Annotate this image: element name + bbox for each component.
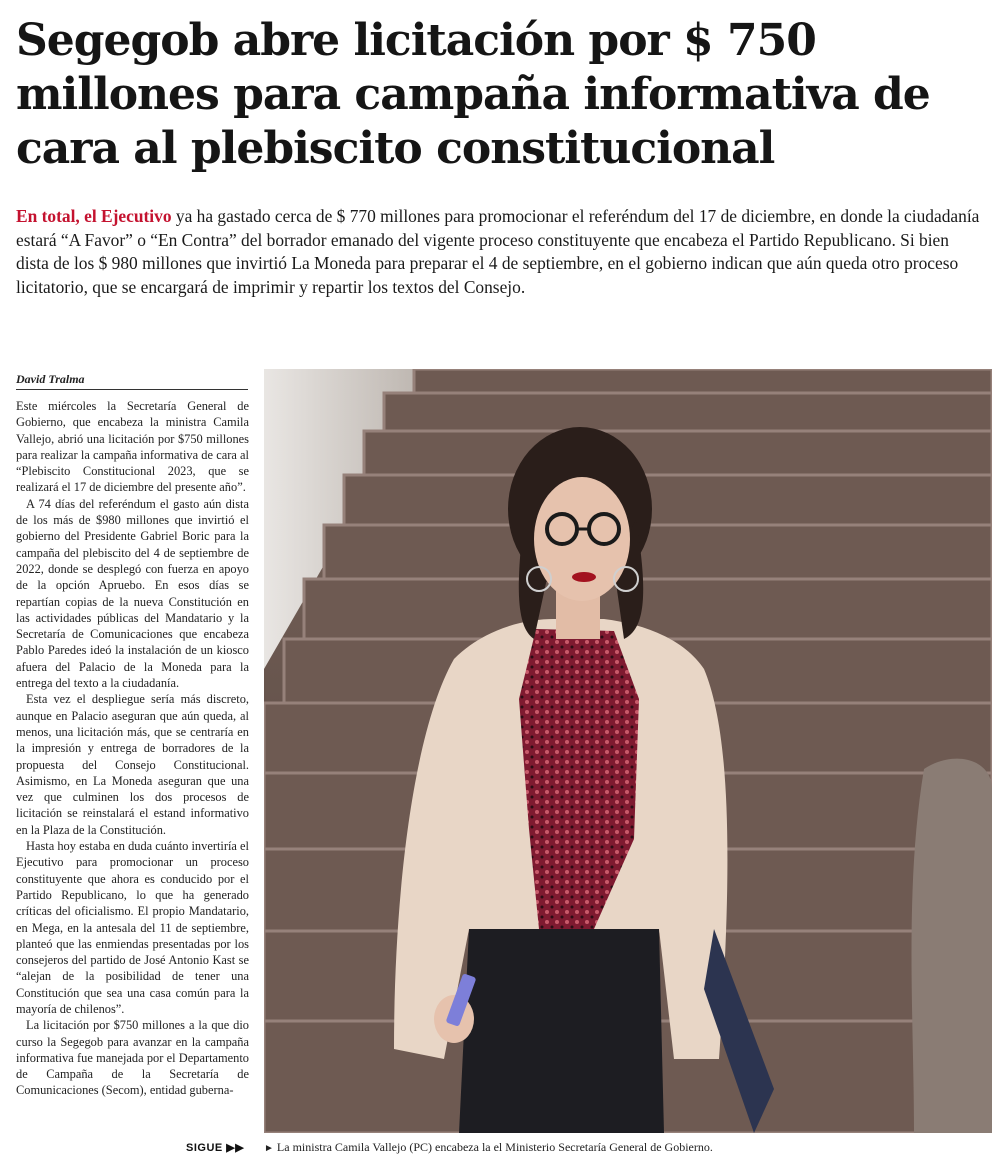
- body-paragraph: Este miércoles la Secretaría General de Gobierno, que encabeza la ministra Camila Vallejo, abrió una licitación por $750 millones para realizar la campaña informativa de cara al “Plebiscito Constitucional 2023, que se realizará el 17 de diciembre del presente año”.: [16, 399, 249, 495]
- caption-text: La ministra Camila Vallejo (PC) encabeza la el Ministerio Secretaría General de Gobierno.: [276, 1140, 713, 1154]
- body-paragraph: Esta vez el despliegue sería más discreto, aunque en Palacio aseguran que aún queda, al menos, una licitación más, que se centraría en la impresión y entrega de borradores de la propuesta del Consejo Constitucional. Asimismo, en La Moneda aseguran que una vez que culminen los dos procesos de licitación se reinstalará el estand informativo en la Plaza de la Constitución.: [16, 692, 249, 837]
- byline: David Tralma: [16, 371, 248, 390]
- headline: Segegob abre licitación por $ 750 millones para campaña informativa de cara al plebiscito constitucional: [16, 15, 930, 174]
- lead-kicker: En total, el Ejecutivo: [16, 206, 172, 226]
- photo-caption: [264, 1139, 994, 1157]
- body-paragraph: Hasta hoy estaba en duda cuánto invertiría el Ejecutivo para promocionar un proceso constituyente que ahora es conducido por el Partido Republicano, lo que ha generado críticas del oficialismo. El propio Mandatario, en Mega, en la antesala del 11 de septiembre, planteó que las enmiendas presentadas por los consejeros del partido de José Antonio Kast se “alejan de la posibilidad de tener una Constitución que sea una casa común para la mayoría de chilenos”.: [16, 839, 249, 1016]
- lead-text: ya ha gastado cerca de $ 770 millones para promocionar el referéndum del 17 de diciembre, en donde la ciudadanía estará “A Favor” o “En Contra” del borrador emanado del vigente proceso constituyente que encabeza el Partido Republicano. Si bien dista de los $ 980 millones que invirtió La Moneda para preparar el 4 de septiembre, en el gobierno indican que aún queda otro proceso licitatorio, que se encargará de imprimir y repartir los textos del Consejo.: [16, 206, 980, 297]
- lead-paragraph: [16, 205, 984, 299]
- continue-marker: SIGUE ▶▶: [186, 1142, 245, 1154]
- body-paragraph: La licitación por $750 millones a la que dio curso la Segegob para avanzar en la campaña informativa fue manejada por el Departamento de Campaña de la Secretaría de Comunicaciones (Secom), entidad guberna-: [16, 1018, 249, 1098]
- body-paragraph: A 74 días del referéndum el gasto aún dista de los más de $980 millones que invirtió el gobierno del Presidente Gabriel Boric para la campaña del plebiscito del 4 de septiembre de 2022, donde se desplegó con fuerza en apoyo de la opción Apruebo. En esos días se repartían copias de la nueva Constitución en las actividades públicas del Mandatario y la Secretaría de Comunicaciones que encabeza Pablo Paredes ideó la instalación de un kiosco afuera del Palacio de la Moneda para la entrega del texto a la ciudadanía.: [16, 496, 249, 691]
- caption-marker-icon: ►: [264, 1143, 274, 1154]
- photo-illustration: [264, 369, 992, 1133]
- article-photo: [264, 369, 992, 1133]
- article-body: [16, 398, 249, 1128]
- stone-post: [912, 759, 993, 1133]
